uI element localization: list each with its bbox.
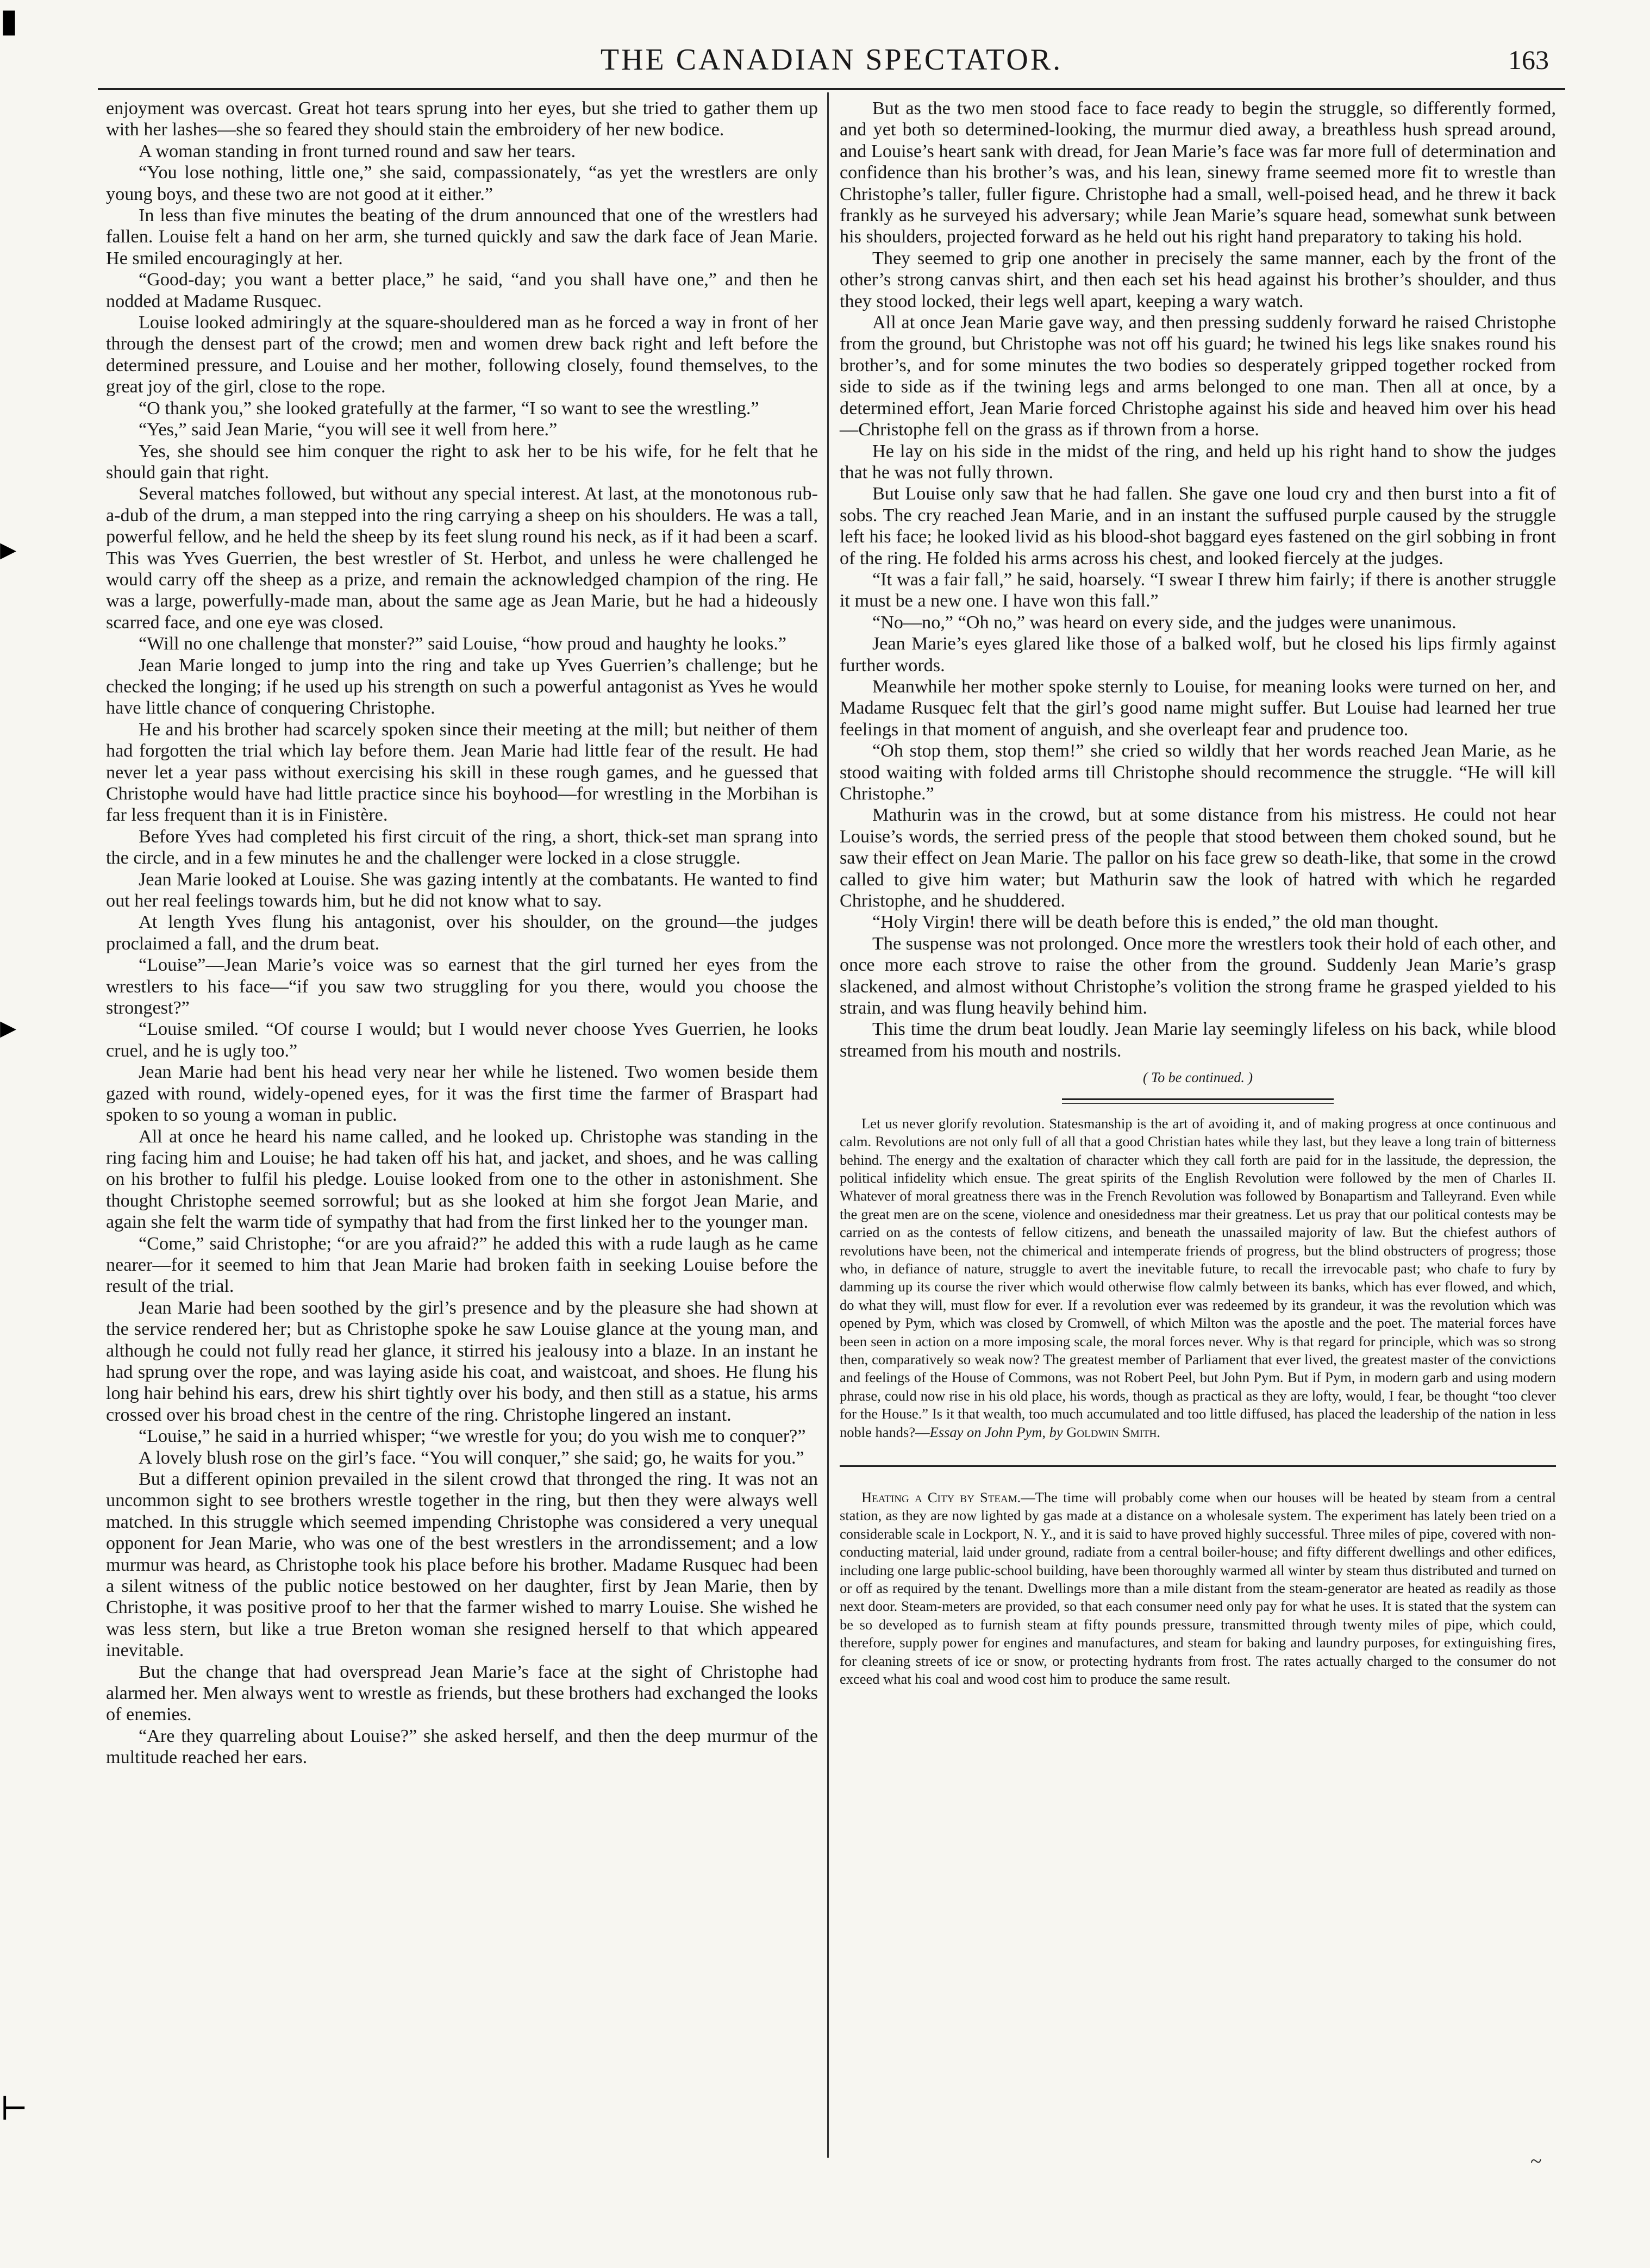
paragraph: Yes, she should see him conquer the right to ask her to be his wife, for he felt that he should gain that right. (106, 441, 818, 483)
section-rule (1062, 1098, 1334, 1104)
margin-arrow-mark: ▸ (0, 1009, 17, 1045)
paragraph: Jean Marie had bent his head very near her while he listened. Two women beside them gazed with round, widely-opened eyes, for it was the first time the farmer of Braspart had spoken to so young a woman in public. (106, 1062, 818, 1126)
paragraph: “It was a fair fall,” he said, hoarsely. “I swear I threw him fairly; if there is another struggle it must be a new one. I have won this fall.” (840, 569, 1556, 611)
paragraph: enjoyment was overcast. Great hot tears sprung into her eyes, but she tried to gather them up with her lashes—she so feared they should stain the embroidery of her new bodice. (106, 98, 818, 140)
to-be-continued: ( To be continued. ) (1143, 1070, 1253, 1086)
paragraph: All at once Jean Marie gave way, and then pressing suddenly forward he raised Christophe from the ground, but Christophe was not off his guard; he twined his legs like snakes round his brother’s, and for some minutes the two bodies so desperately gripped together rocked from side to side as if the twining legs and arms belonged to one man. Then all at once, by a determined effort, Jean Marie forced Christophe against his side and heaved him over his head—Christophe fell on the grass as if thrown from a horse. (840, 313, 1556, 440)
paragraph: “Will no one challenge that monster?” said Louise, “how proud and haughty he looks.” (139, 634, 787, 654)
paragraph: Mathurin was in the crowd, but at some distance from his mistress. He could not hear Louise’s words, the serried press of the people that stood between them choked sound, but he saw their effect on Jean Marie. The pallor on his face grew so death-like, that some in the crowd called to give him water; but Mathurin saw the look of hatred with which he regarded Christophe, and he shuddered. (840, 805, 1556, 911)
paragraph: “Good-day; you want a better place,” he said, “and you shall have one,” and then he nodded at Madame Rusquec. (106, 270, 818, 311)
section-rule (840, 1465, 1556, 1467)
paragraph: Jean Marie longed to jump into the ring and take up Yves Guerrien’s challenge; but he checked the longing; if he used up his strength on such a powerful antagonist as Yves he would have little chance of conquering Christophe. (106, 655, 818, 718)
paragraph: At length Yves flung his antagonist, over his shoulder, on the ground—the judges proclaimed a fall, and the drum beat. (106, 912, 818, 954)
header-rule (98, 88, 1565, 90)
paragraph: He and his brother had scarcely spoken since their meeting at the mill; but neither of them had forgotten the trial which lay before them. Jean Marie had little fear of the result. He had never let a year pass without exercising his skill in these rough games, and he guessed that Christophe would have had little practice since his boyhood—for wrestling in the Morbihan is far less frequent than it is in Finistère. (106, 719, 818, 826)
paragraph: Meanwhile her mother spoke sternly to Louise, for meaning looks were turned on her, and Madame Rusquec felt that the girl’s good name might suffer. But Louise had learned her true feelings in that moment of anguish, and she overleapt fear and prudence too. (840, 676, 1556, 740)
paragraph: But the change that had overspread Jean Marie’s face at the sight of Christophe had alarmed her. Men always went to wrestle as friends, but these brothers had exchanged the looks of enemies. (106, 1661, 818, 1725)
steam-text: —The time will probably come when our houses will be heated by steam from a central station, as they are now lighted by gas made at a distance on a wholesale system. The experiment has lately been tried on a considerable scale in Lockport, N. Y., and it is said to have proved highly successful. Three miles of pipe, covered with non-conducting material, laid under ground, radiate from a central boiler-house; and fifty different dwellings and other edifices, including one large public-school building, have been thoroughly warmed all winter by steam thus distributed and turned on or off as required by the tenant. Dwellings more than a mile distant from the steam-generator are heated as readily as those next door. Steam-meters are provided, so that each consumer need only pay for what he uses. It is stated that the system can be so developed as to furnish steam at fifty pounds pressure, transmitted through twenty miles of pipe, which could, therefore, supply power for engines and manufactures, and steam for baking and laundry purposes, for extinguishing fires, for cleaning streets of ice or snow, or protecting hydrants from frost. The rates actually charged to the consumer do not exceed what his coal and wood cost him to produce the same result. (840, 1489, 1556, 1688)
revolution-author: Goldwin Smith. (1066, 1423, 1160, 1440)
column-divider (827, 92, 829, 2158)
right-column (840, 98, 1556, 1688)
paragraph: But as the two men stood face to face ready to begin the struggle, so differently formed, and yet both so determined-looking, the murmur died away, a breathless hush spread around, and Louise’s heart sank with dread, for Jean Marie’s face was far more full of determination and confidence than his brother’s was, and his lean, sinewy frame seemed more fit to wrestle than Christophe’s taller, fuller figure. Christophe had a small, well-poised head, and he threw it back frankly as he surveyed his adversary; while Jean Marie’s square head, somewhat sunk between his shoulders, projected forward as he held out his right hand preparatory to taking his hold. (840, 98, 1556, 247)
paragraph: Louise looked admiringly at the square-shouldered man as he forced a way in front of her through the densest part of the crowd; men and women drew back right and left before the determined pressure, and Louise and her mother, following closely, found themselves, to the great joy of the girl, close to the rope. (106, 313, 818, 397)
margin-arrow-mark: ⊢ (0, 2091, 28, 2127)
paragraph: All at once he heard his name called, and he looked up. Christophe was standing in the ring facing him and Louise; he had taken off his hat, and jacket, and shoes, and he was calling on his brother to fulfil his pledge. Louise looked from one to the other in astonishment. She thought Christophe seemed sorrowful; but as she looked at him she forgot Jean Marie, and again she felt the warm tide of sympathy that had from the first linked her to the younger man. (106, 1126, 818, 1233)
paragraph: Jean Marie had been soothed by the girl’s presence and by the pleasure she had shown at the service rendered her; but as Christophe spoke he saw Louise glance at the young man, and although he could not fully read her glance, it stirred his jealousy into a blaze. In an instant he had sprung over the rope, and was laying aside his coat, and waistcoat, and shoes. He flung his long hair behind his ears, drew his shirt tightly over his body, and then still as a statue, his arms crossed over his broad chest in the centre of the ring. Christophe lingered an instant. (106, 1297, 818, 1425)
steam-heating-article (840, 1489, 1556, 1688)
margin-mark: ▮ (0, 3, 18, 39)
revolution-text: Let us never glorify revolution. Statesmanship is the art of avoiding it, and of making progress at once continuous and calm. Revolutions are not only full of all that a good Christian hates while they last, but they leave a long train of bitterness behind. The energy and the exaltation of character which they call forth are paid for in the lassitude, the depression, the political infidelity which ensue. The great spirits of the English Revolution were followed by the men of Charles II. Whatever of moral greatness there was in the French Revolution was followed by Bonapartism and Talleyrand. Even while the great men are on the scene, violence and onesidedness mar their greatness. Let us pray that our political contests may be carried on as the contests of fellow citizens, and beneath the unassailed majority of law. But the chiefest authors of revolutions have been, not the chimerical and intemperate friends of progress, but the blind obstructers of progress; those who, in defiance of nature, struggle to avert the inevitable future, to recall the irrevocable past; who chafe to fury by damming up its course the river which would otherwise flow calmly between its banks, which has ever flowed, and which, do what they will, must flow for ever. If a revolution ever was redeemed by its grandeur, it was the revolution which was opened by Pym, which was closed by Cromwell, of which Milton was the apostle and the poet. The material forces have been seen in action on a more imposing scale, the moral forces never. Why is that regard for principle, which was so strong then, comparatively so weak now? The greatest member of Parliament that ever lived, the greatest master of the convictions and feelings of the House of Commons, was not Robert Peel, but John Pym. But if Pym, in modern garb and using modern phrase, could now rise in his old place, his words, though as practical as they are lofty, would, I fear, be thought “too clever for the House.” Is it that wealth, too much accumulated and too little diffused, has placed the leadership of the nation in less noble hands?— (840, 1115, 1556, 1440)
masthead (98, 38, 1565, 82)
paragraph: He lay on his side in the midst of the ring, and held up his right hand to show the judges that he was not fully thrown. (840, 441, 1556, 483)
revolution-excerpt (840, 1115, 1556, 1441)
ink-mark: ~ (1530, 2150, 1541, 2173)
left-column (106, 98, 818, 1769)
publication-title: THE CANADIAN SPECTATOR. (600, 43, 1063, 77)
paragraph: This time the drum beat loudly. Jean Marie lay seemingly lifeless on his back, while blood streamed from his mouth and nostrils. (840, 1019, 1556, 1061)
paragraph: Jean Marie looked at Louise. She was gazing intently at the combatants. He wanted to find out her real feelings towards him, but he did not know what to say. (106, 869, 818, 911)
paragraph: In less than five minutes the beating of the drum announced that one of the wrestlers had fallen. Louise felt a hand on her arm, she turned quickly and saw the dark face of Jean Marie. He smiled encouragingly at her. (106, 205, 818, 268)
paragraph: The suspense was not prolonged. Once more the wrestlers took their hold of each other, and once more each strove to raise the other from the ground. Suddenly Jean Marie’s grasp slackened, and almost without Christophe’s volition the strong frame he grasped yielded to his strain, and was flung heavily behind him. (840, 933, 1556, 1019)
paragraph: “Louise smiled. “Of course I would; but I would never choose Yves Guerrien, he looks cruel, and he is ugly too.” (106, 1019, 818, 1061)
paragraph: But a different opinion prevailed in the silent crowd that thronged the ring. It was not an uncommon sight to see brothers wrestle together in the ring, but then they were always well matched. In this struggle which seemed impending Christophe was considered a very unequal opponent for Jean Marie, who was one of the best wrestlers in the arrondissement; and a low murmur was heard, as Christophe took his place before his brother. Madame Rusquec had been a silent witness of the public notice bestowed on her daughter, first by Jean Marie, then by Christophe, it was positive proof to her that the farmer wished to marry Louise. She wished he was less stern, but like a true Breton woman she resigned herself to that which appeared inevitable. (106, 1469, 818, 1661)
paragraph: But Louise only saw that he had fallen. She gave one loud cry and then burst into a fit of sobs. The cry reached Jean Marie, and in an instant the suffused purple caused by the struggle left his face; he looked livid as his blood-shot baggard eyes fastened on the girl sobbing in front of the ring. He folded his arms across his chest, and looked fiercely at the judges. (840, 484, 1556, 568)
paragraph: “Are they quarreling about Louise?” she asked herself, and then the deep murmur of the multitude reached her ears. (106, 1726, 818, 1768)
paragraph: A woman standing in front turned round and saw her tears. (139, 141, 576, 161)
paragraph: “Holy Virgin! there will be death before this is ended,” the old man thought. (872, 912, 1439, 933)
paragraph: “O thank you,” she looked gratefully at the farmer, “I so want to see the wrestling.” (139, 398, 759, 418)
page-number: 163 (1508, 45, 1549, 75)
paragraph: Before Yves had completed his first circuit of the ring, a short, thick-set man sprang into the circle, and in a few minutes he and the challenger were locked in a close struggle. (106, 826, 818, 869)
revolution-source: Essay on John Pym, by (929, 1423, 1063, 1440)
steam-heading: Heating a City by Steam. (861, 1489, 1021, 1505)
paragraph: Jean Marie’s eyes glared like those of a balked wolf, but he closed his lips firmly against further words. (840, 634, 1556, 676)
paragraph: They seemed to grip one another in precisely the same manner, each by the front of the other’s strong canvas shirt, and then each set his head against his brother’s shoulder, and thus they stood locked, their legs well apart, keeping a wary watch. (840, 248, 1556, 311)
paragraph: “You lose nothing, little one,” she said, compassionately, “as yet the wrestlers are only young boys, and these two are not good at it either.” (106, 163, 818, 204)
paragraph: A lovely blush rose on the girl’s face. “You will conquer,” she said; go, he waits for you.” (139, 1447, 804, 1468)
paragraph: Several matches followed, but without any special interest. At last, at the monotonous rub-a-dub of the drum, a man stepped into the ring carrying a sheep on his shoulders. He was a tall, powerful fellow, and he held the sheep by its feet slung round his neck, as if it had been a scarf. This was Yves Guerrien, the best wrestler of St. Herbot, and unless he were challenged he would carry off the sheep as a prize, and remain the acknowledged champion of the ring. He was a large, powerfully-made man, about the same age as Jean Marie, but he had a hideously scarred face, and one eye was closed. (106, 484, 818, 633)
paragraph: “Oh stop them, stop them!” she cried so wildly that her words reached Jean Marie, as he stood waiting with folded arms till Christophe should recommence the struggle. “He will kill Christophe.” (840, 741, 1556, 804)
paragraph: “Come,” said Christophe; “or are you afraid?” he added this with a rude laugh as he came nearer—for it seemed to him that Jean Marie had broken faith in seeking Louise before the result of the trial. (106, 1233, 818, 1297)
paragraph: “No—no,” “Oh no,” was heard on every side, and the judges were unanimous. (872, 612, 1457, 633)
margin-arrow-mark: ▸ (0, 531, 17, 567)
paragraph: “Yes,” said Jean Marie, “you will see it well from here.” (139, 420, 558, 440)
paragraph: “Louise,” he said in a hurried whisper; “we wrestle for you; do you wish me to conquer?” (139, 1426, 806, 1447)
paragraph: “Louise”—Jean Marie’s voice was so earnest that the girl turned her eyes from the wrestlers to his face—“if you saw two struggling for you there, would you choose the strongest?” (106, 955, 818, 1019)
